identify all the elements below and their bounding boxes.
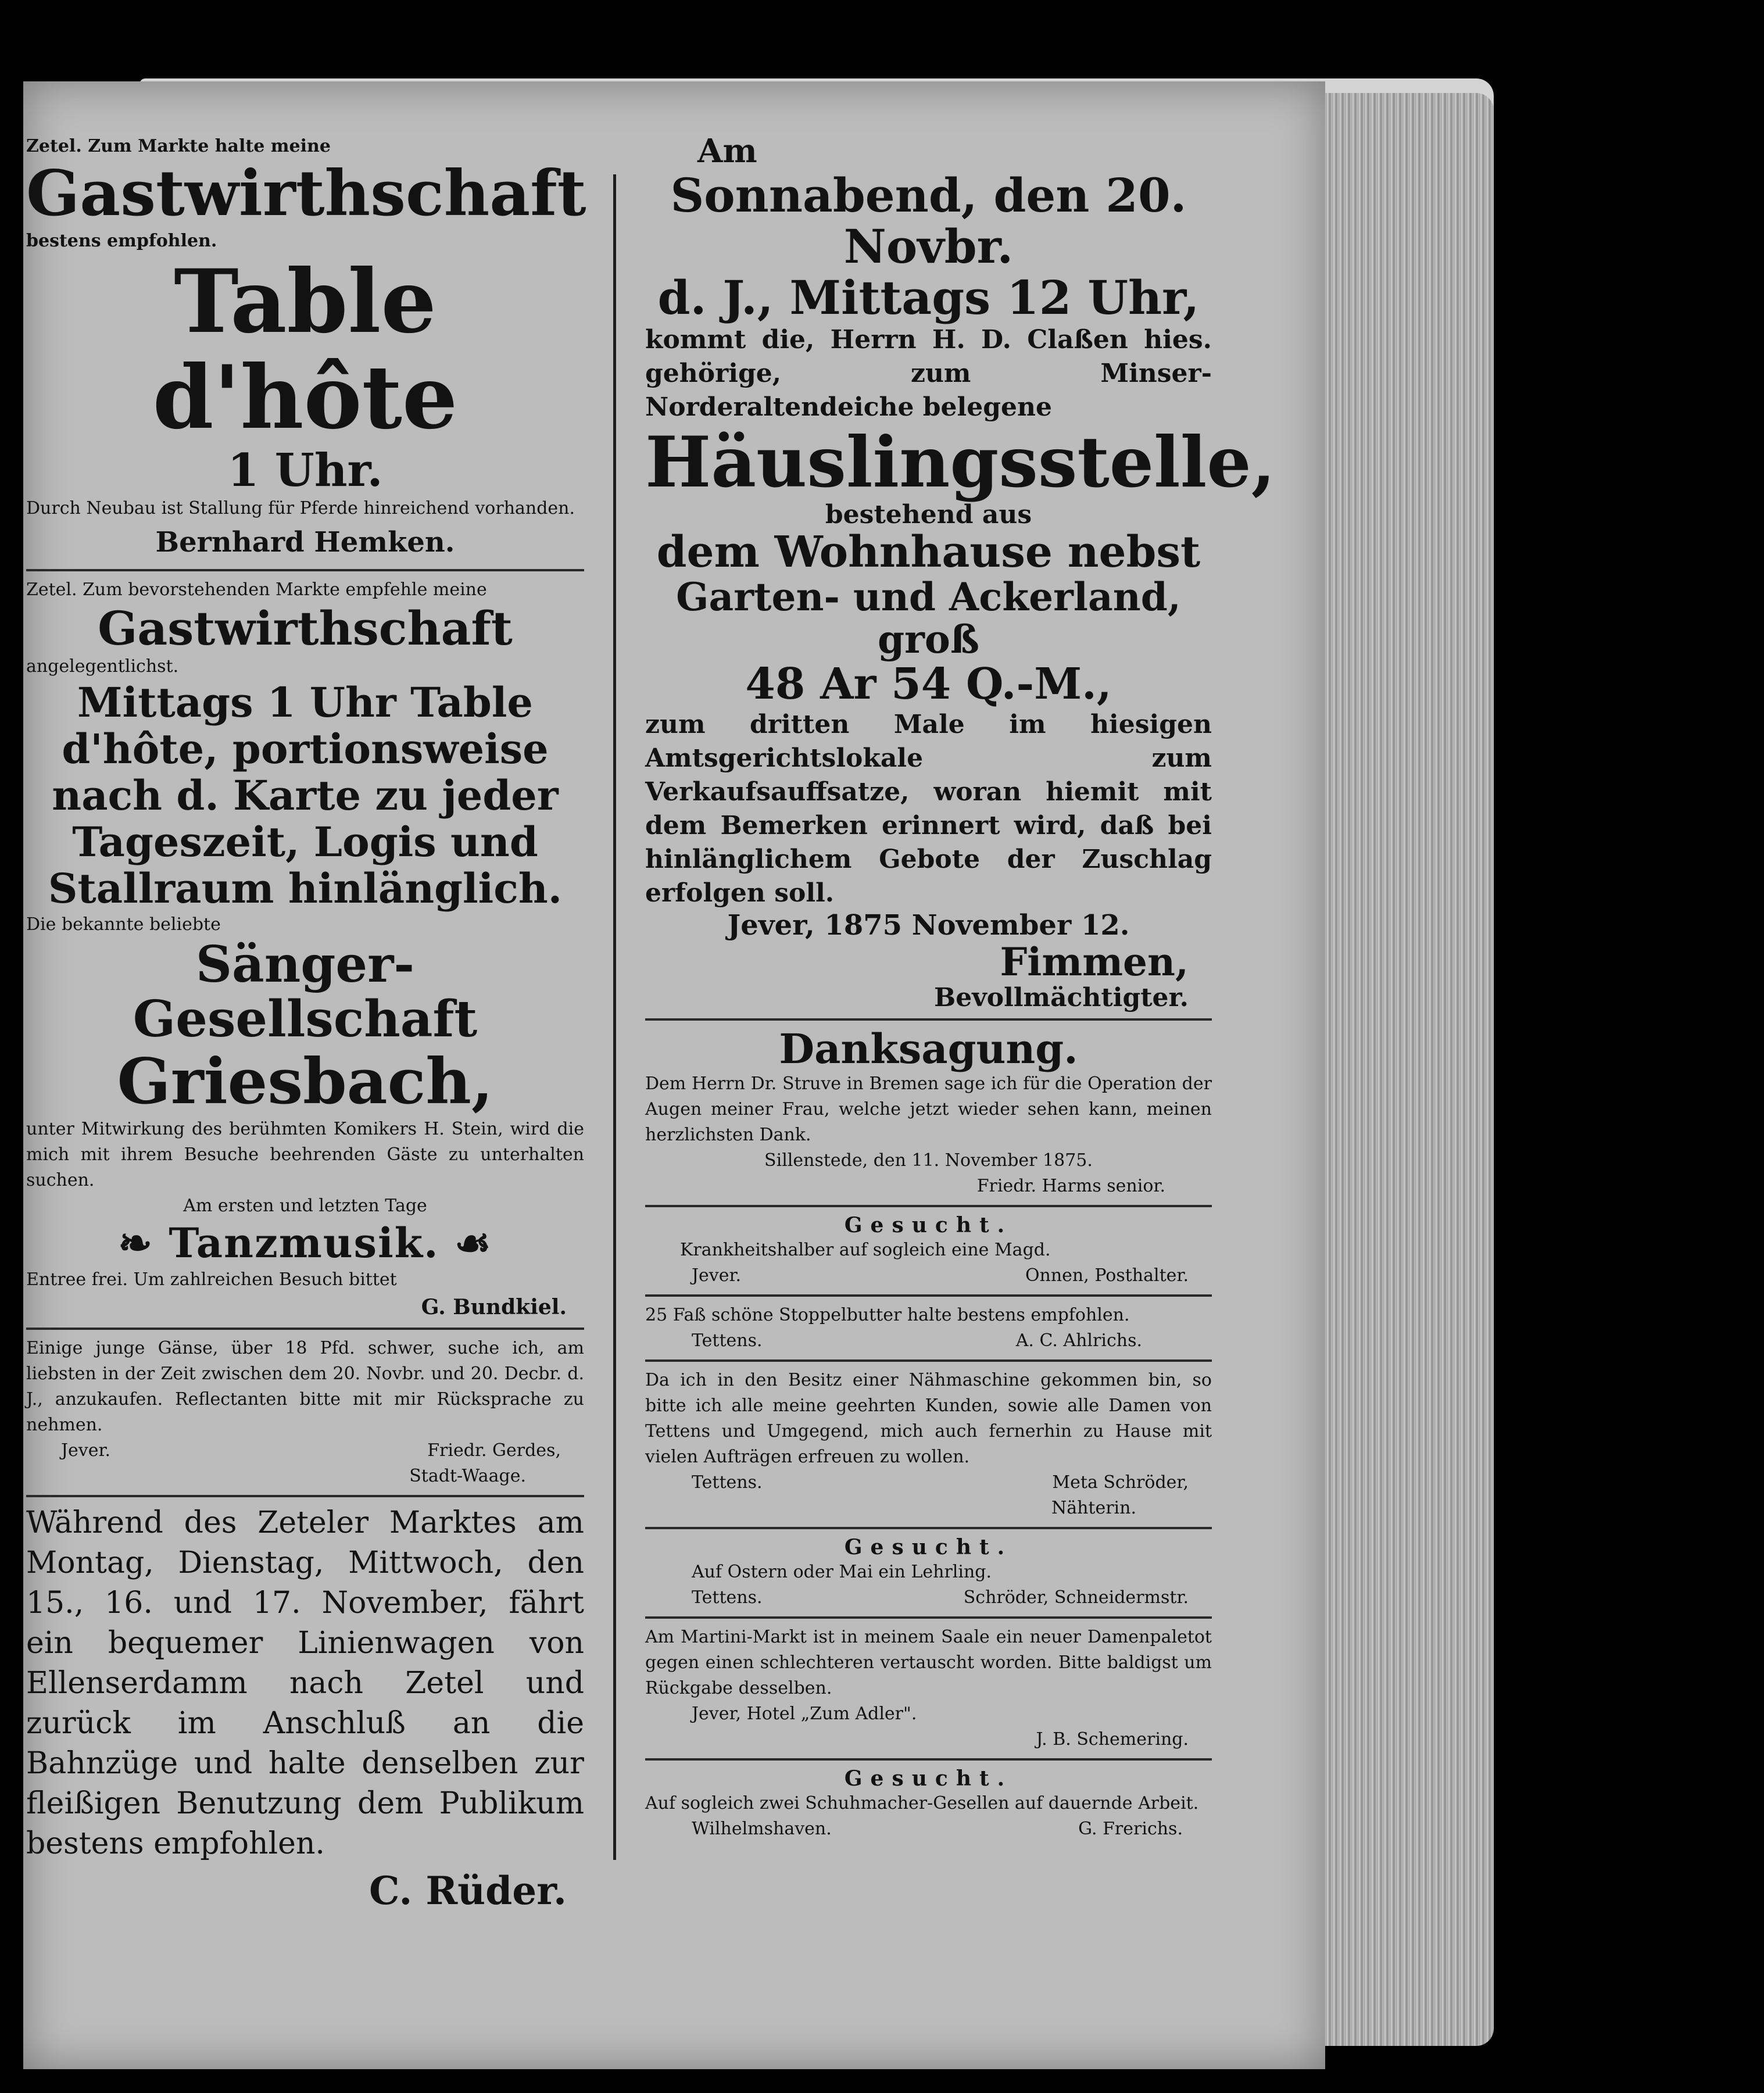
ad-line-3: 48 Ar 54 Q.-M., (745, 659, 1112, 709)
ad-intro: Zetel. Zum Markte halte meine (26, 136, 331, 156)
ad-dateline: Sillenstede, den 11. November 1875. (764, 1150, 1093, 1171)
ad-entry: Entree frei. Um zahlreichen Besuch bittet (26, 1269, 397, 1290)
ad-title: Gastwirthschaft (98, 600, 513, 656)
ad-text: 25 Faß schöne Stoppelbutter halte bestens empfohlen. (645, 1305, 1130, 1326)
ad-hemken (26, 134, 584, 563)
divider (26, 569, 584, 571)
ad-signature: J. B. Schemering. (1036, 1729, 1189, 1750)
divider (26, 1495, 584, 1497)
ornament-icon: ☙ (439, 1218, 492, 1267)
right-column (645, 132, 1276, 1842)
ad-signature: Onnen, Posthalter. (1025, 1265, 1189, 1286)
ad-title: Häuslingsstelle, (645, 421, 1276, 503)
column-rule (613, 174, 616, 1860)
ad-signature: Fimmen, (1000, 939, 1189, 985)
divider (645, 1527, 1212, 1529)
book-page-edges (1319, 93, 1494, 2046)
ad-signature: Bernhard Hemken. (155, 525, 455, 559)
divider (645, 1758, 1212, 1761)
ad-text: Auf sogleich zwei Schuhmacher-Gesellen auf dauernde Arbeit. (645, 1793, 1199, 1814)
ad-butter (645, 1303, 1212, 1354)
ad-sub: angelegentlichst. (26, 656, 179, 677)
ad-title: Gastwirthschaft (26, 157, 586, 230)
ad-band-name: Griesbach, (117, 1044, 493, 1118)
ad-signature-2: Nähterin. (1051, 1498, 1136, 1519)
ad-signature: C. Rüder. (369, 1867, 567, 1913)
ad-signature: Schröder, Schneidermstr. (963, 1587, 1189, 1608)
ad-signature: G. Frerichs. (1078, 1819, 1183, 1840)
ad-days: Am ersten und letzten Tage (183, 1195, 427, 1216)
ad-title: Gesucht. (844, 1213, 1013, 1238)
ad-sub: bestehend aus (825, 499, 1032, 529)
ad-band: Sänger-Gesellschaft (133, 935, 478, 1049)
ad-text: unter Mitwirkung des berühmten Komikers H. Stein, wird die mich mit ihrem Besuche beehrenden Gäste zu unterhalten suchen. (26, 1118, 584, 1190)
ad-rueder (26, 1503, 584, 1912)
ad-paletot (645, 1625, 1212, 1752)
ad-place: Tettens. (692, 1472, 763, 1493)
ad-role: Bevollmächtigter. (934, 983, 1189, 1013)
ad-footer (645, 1585, 1212, 1611)
ad-footer (645, 1816, 1212, 1842)
ad-signature: G. Bundkiel. (421, 1294, 567, 1319)
ad-text: Dem Herrn Dr. Struve in Bremen sage ich für die Operation der Augen meiner Frau, welche jetzt wieder sehen kann, meinen herzlichsten Dank. (645, 1074, 1212, 1146)
ad-intro: Zetel. Zum bevorstehenden Markte empfehle meine (26, 579, 487, 600)
ad-text: kommt die, Herrn H. D. Claßen hies. gehörige, zum Minser-Norderaltendeiche belegene (645, 324, 1212, 422)
ad-text: Während des Zeteler Marktes am Montag, Dienstag, Mittwoch, den 15., 16. und 17. November, fährt ein bequemer Linienwagen von Ellenserdamm nach Zetel und zurück im Anschluß an die Bahnzüge und halte denselben zur fleißigen Benutzung dem Publikum bestens empfohlen. (26, 1505, 584, 1861)
ad-footer (26, 1438, 584, 1464)
ad-dance (26, 1219, 584, 1267)
ad-time: 1 Uhr. (227, 443, 383, 497)
ad-danksagung (645, 1026, 1212, 1199)
ad-naehmaschine (645, 1368, 1212, 1521)
ad-gesucht-lehrling (645, 1535, 1212, 1611)
ad-text: Einige junge Gänse, über 18 Pfd. schwer, suche ich, am liebsten in der Zeit zwischen dem 20. Novbr. und 20. Decbr. d. J., anzukaufen. Reflectanten bitte mit mir Rücksprache zu nehmen. (26, 1337, 584, 1435)
ad-table-dhote: Table d'hôte (152, 250, 458, 449)
ad-date: Sonnabend, den 20. Novbr. (670, 167, 1187, 274)
ad-line-1: dem Wohnhause nebst (656, 527, 1201, 577)
ad-text: Am Martini-Markt ist in meinem Saale ein neuer Damenpaletot gegen einen schlechteren vertauscht worden. Bitte baldigst um Rückgabe desselben. (645, 1627, 1212, 1699)
ad-text: Krankheitshalber auf sogleich eine Magd. (680, 1240, 1051, 1261)
ad-auction (645, 132, 1276, 1013)
divider (645, 1018, 1212, 1021)
ad-gesucht-magd (645, 1213, 1212, 1289)
divider (645, 1205, 1212, 1207)
ad-line-2: Garten- und Ackerland, groß (676, 574, 1181, 662)
ad-text-2: zum dritten Male im hiesigen Amtsgerichtslokale zum Verkaufsauffsatze, woran hiemit mit dem Bemerken erinnert wird, daß bei hinlänglichem Gebote der Zuschlag erfolgen soll. (645, 709, 1212, 908)
ad-big-text: Mittags 1 Uhr Table d'hôte, portionsweise nach d. Karte zu jeder Tageszeit, Logis und Stallraum hinlänglich. (48, 678, 563, 913)
left-column (26, 134, 584, 1912)
ad-place: Tettens. (692, 1587, 763, 1608)
ad-dateline: Jever, 1875 November 12. (727, 908, 1130, 942)
ad-footer (645, 1263, 1212, 1289)
ad-signature: A. C. Ahlrichs. (1015, 1330, 1142, 1351)
ad-place: Wilhelmshaven. (692, 1819, 832, 1840)
ad-text: Durch Neubau ist Stallung für Pferde hinreichend vorhanden. (26, 498, 575, 518)
ad-signature: Meta Schröder, (1052, 1472, 1189, 1493)
ad-gesucht-schuhmacher (645, 1766, 1212, 1842)
divider (26, 1328, 584, 1330)
ad-text: Auf Ostern oder Mai ein Lehrling. (692, 1562, 992, 1583)
ad-sub: bestens empfohlen. (26, 230, 217, 251)
ornament-icon: ❧ (118, 1218, 169, 1267)
ad-dance-text: Tanzmusik. (169, 1218, 439, 1267)
ad-signature: Friedr. Harms senior. (976, 1176, 1165, 1197)
ad-signature-2: Stadt-Waage. (409, 1465, 526, 1486)
divider (645, 1616, 1212, 1619)
ad-pre: Die bekannte beliebte (26, 914, 221, 935)
ad-text: Da ich in den Besitz einer Nähmaschine gekommen bin, so bitte ich alle meine geehrten Kunden, sowie alle Damen von Tettens und Umgegend, mich auch fernerhin zu Hause mit vielen Aufträgen erfreuen zu wollen. (645, 1370, 1212, 1468)
ad-footer (645, 1470, 1212, 1495)
ad-place: Tettens. (692, 1330, 763, 1351)
ad-footer (645, 1328, 1212, 1354)
ad-title: Gesucht. (844, 1766, 1013, 1791)
ad-signature: Friedr. Gerdes, (427, 1440, 561, 1461)
ad-place: Jever. (61, 1440, 111, 1461)
divider (645, 1359, 1212, 1362)
ad-title: Gesucht. (844, 1535, 1013, 1560)
ad-gerdes (26, 1336, 584, 1489)
ad-title: Danksagung. (779, 1025, 1078, 1074)
ad-place: Jever, Hotel „Zum Adler". (692, 1704, 917, 1725)
divider (645, 1294, 1212, 1297)
ad-time: d. J., Mittags 12 Uhr, (657, 270, 1200, 325)
ad-bundkiel (26, 577, 584, 1322)
ad-place: Jever. (692, 1265, 742, 1286)
ad-am: Am (697, 132, 757, 170)
